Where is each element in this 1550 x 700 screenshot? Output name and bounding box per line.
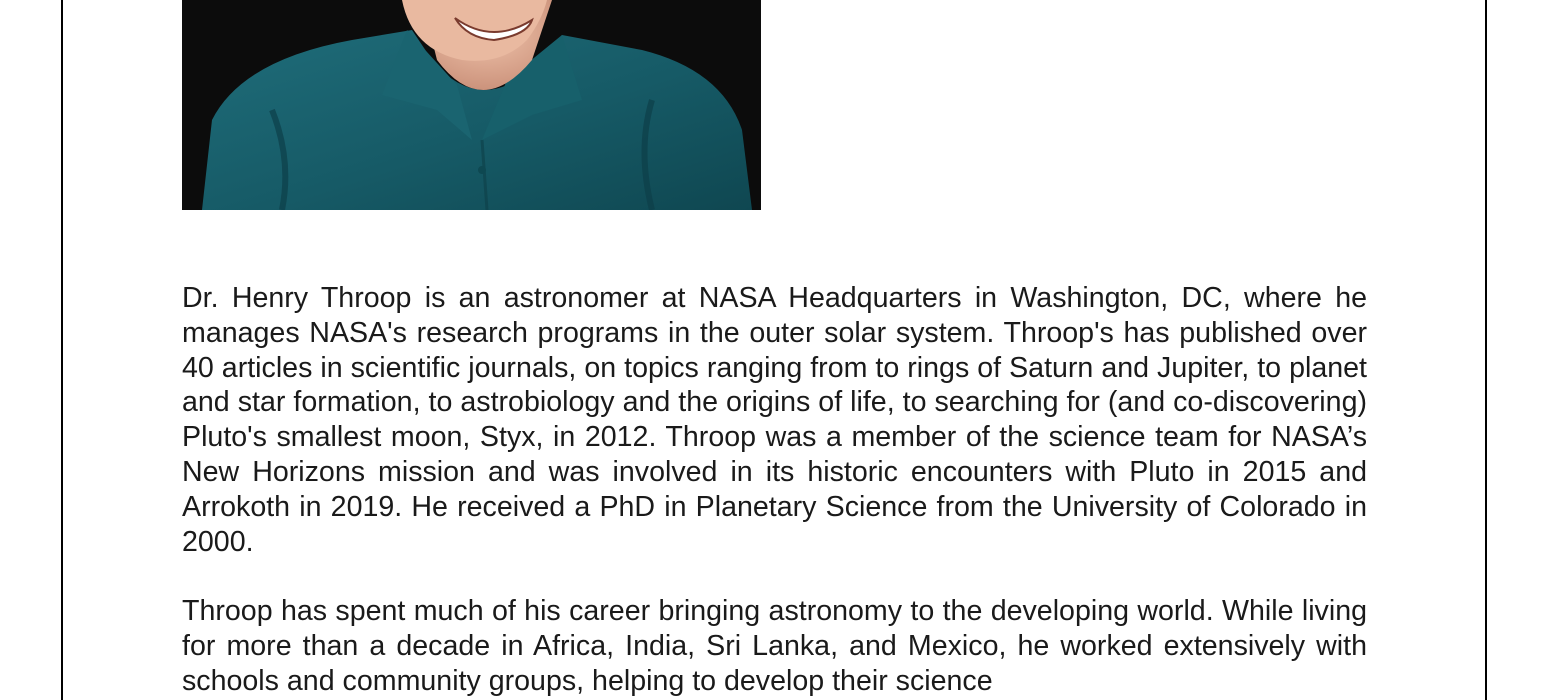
bio-paragraph: Throop has spent much of his career bringing astronomy to the developing world. While living for more than a decade in Africa, India, Sri Lanka, and Mexico, he worked extensively with schools and community groups, helping to develop their science xyxy=(182,595,1367,697)
biography-text xyxy=(182,281,1367,700)
portrait-photo xyxy=(182,0,761,210)
person-photo-icon xyxy=(182,0,761,210)
bio-paragraph: Dr. Henry Throop is an astronomer at NASA Headquarters in Washington, DC, where he manages NASA's research programs in the outer solar system. Throop's has published over 40 articles in scientific journals, on topics ranging from to rings of Saturn and Jupiter, to planet and star formation, to astrobiology and the origins of life, to searching for (and co-discovering) Pluto's smallest moon, Styx, in 2012. Throop was a member of the science team for NASA’s New Horizons mission and was involved in its historic encounters with Pluto in 2015 and Arrokoth in 2019. He received a PhD in Planetary Science from the University of Colorado in 2000. xyxy=(182,282,1367,558)
